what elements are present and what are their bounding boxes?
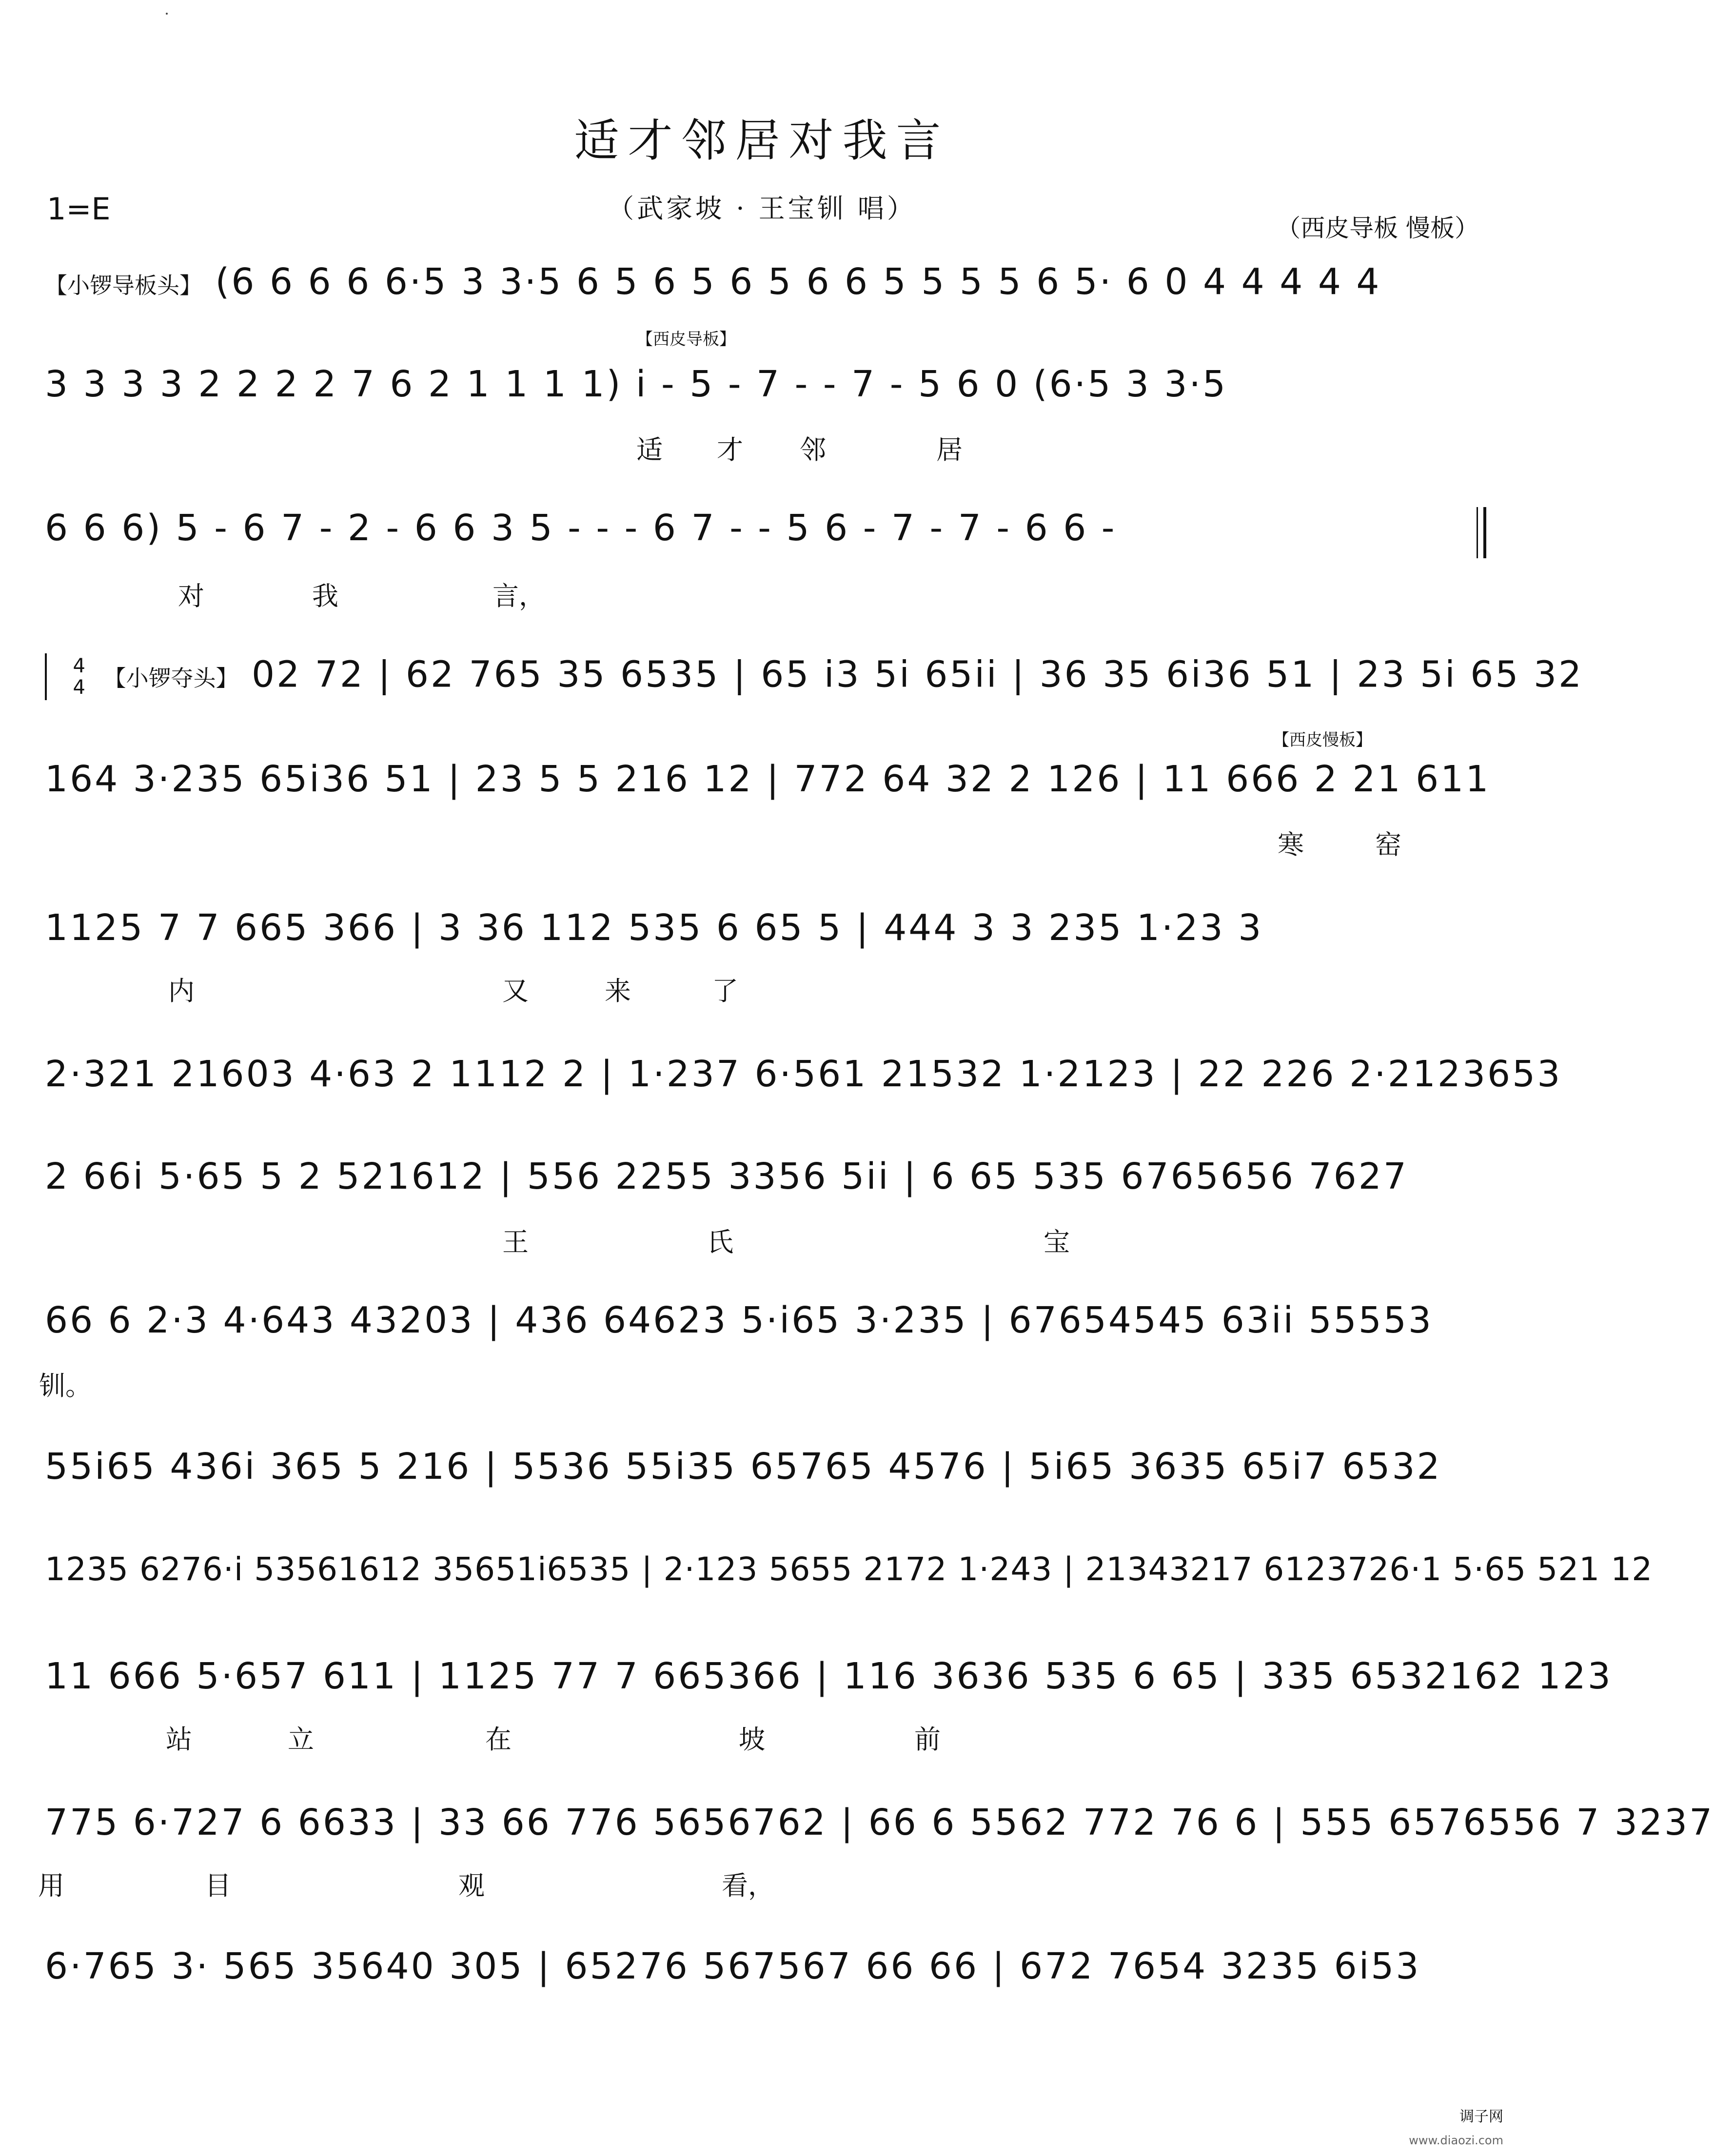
lyric: 站 — [166, 1724, 192, 1755]
notes-line-9: 66 6 2·3 4·643 43203 | 436 64623 5·i65 3·235 | 67654545 63ii 55553 — [45, 1299, 1433, 1341]
lyric: 目 — [205, 1870, 231, 1901]
notes-line-2: 3 3 3 3 2 2 2 2 7 6 2 1 1 1 1) i - 5 - 7 - - 7 - 5 6 0 (6·5 3 3·5 — [45, 363, 1228, 405]
time-signature: 4 4 — [73, 655, 87, 699]
lyric: 言， — [493, 581, 545, 611]
lyric: 王 — [502, 1227, 529, 1257]
lyric: 钏。 — [39, 1371, 92, 1401]
lyric: 坡 — [739, 1724, 765, 1755]
lyric: 宝 — [1044, 1227, 1070, 1257]
lyric: 适 — [636, 434, 663, 465]
notes-line-11: 1235 6276·i 53561612 35651i6535 | 2·123 5655 2172 1·243 | 21343217 6123726·1 5·65 521 12 — [45, 1550, 1653, 1588]
score-line-13 — [45, 1802, 1714, 1860]
notes-line-8: 2 66i 5·65 5 2 521612 | 556 2255 3356 5ii | 6 65 535 6765656 7627 — [45, 1156, 1408, 1197]
tempo-marking: （西皮导板 慢板） — [1276, 214, 1479, 242]
intro-label: 【小锣导板头】 — [45, 272, 202, 299]
lyric: 邻 — [800, 434, 826, 465]
final-barline-thin — [1477, 507, 1478, 558]
notes-line-1: (6 6 6 6 6·5 3 3·5 6 5 6 5 6 5 6 6 5 5 5 5 6 5· 6 0 4 4 4 4 4 — [215, 261, 1381, 303]
lyric: 前 — [914, 1724, 941, 1755]
notes-line-3: 6 6 6) 5 - 6 7 - 2 - 6 6 3 5 - - - 6 7 - - 5 6 - 7 - 7 - 6 6 - — [45, 507, 1117, 549]
notes-line-7: 2·321 21603 4·63 2 1112 2 | 1·237 6·561 21532 1·2123 | 22 226 2·2123653 — [45, 1053, 1562, 1095]
notes-line-10: 55i65 436i 365 5 216 | 5536 55i35 65765 4576 | 5i65 3635 65i7 6532 — [45, 1446, 1442, 1488]
marker-xipi-manban: 【西皮慢板】 — [1273, 730, 1372, 750]
song-subtitle: （武家坡 · 王宝钏 唱） — [608, 193, 916, 224]
score-line-10 — [45, 1446, 1490, 1504]
marker-xipi-daoban: 【西皮导板】 — [636, 330, 736, 349]
barline — [45, 653, 47, 700]
notes-line-14: 6·765 3· 565 35640 305 | 65276 567567 66 66 | 672 7654 3235 6i53 — [45, 1945, 1421, 1987]
notes-line-13: 775 6·727 6 6633 | 33 66 776 5656762 | 66 6 5562 772 76 6 | 555 6576556 7 3237 — [45, 1802, 1714, 1843]
lyric: 观 — [458, 1870, 485, 1901]
notes-line-12: 11 666 5·657 611 | 1125 77 7 665366 | 116 3636 535 6 65 | 335 6532162 123 — [45, 1655, 1613, 1697]
score-line-9 — [45, 1299, 1490, 1358]
score-line-6 — [45, 907, 1490, 965]
score-line-1 — [45, 261, 1490, 319]
notes-line-6: 1125 7 7 665 366 | 3 36 112 535 6 65 5 | 444 3 3 235 1·23 3 — [45, 907, 1263, 949]
final-barline — [1483, 507, 1486, 558]
notes-line-4: 02 72 | 62 765 35 6535 | 65 i3 5i 65ii | 36 35 6i36 51 | 23 5i 65 32 — [252, 653, 1584, 696]
lyric: 看， — [722, 1870, 774, 1901]
lyric: 又 — [502, 976, 529, 1006]
key-signature: 1=E — [47, 191, 111, 227]
score-line-2 — [45, 363, 1490, 422]
song-title: 适才邻居对我言 — [574, 115, 950, 167]
duo-label: 【小锣夺头】 — [103, 665, 238, 691]
lyric: 氏 — [707, 1227, 733, 1257]
score-line-5 — [45, 758, 1490, 817]
score-line-14 — [45, 1945, 1490, 2004]
score-line-7 — [45, 1053, 1562, 1112]
lyric: 才 — [717, 434, 743, 465]
score-line-11 — [45, 1550, 1653, 1609]
lyric: 我 — [312, 581, 338, 611]
speck — [166, 13, 168, 15]
watermark-url: www.diaozi.com — [1409, 2134, 1503, 2147]
lyric: 内 — [168, 976, 195, 1006]
lyric: 了 — [712, 976, 738, 1006]
score-line-3 — [45, 507, 1490, 566]
lyric: 在 — [485, 1724, 512, 1755]
lyric: 对 — [178, 581, 204, 611]
watermark-site: 调子网 — [1459, 2108, 1503, 2125]
score-line-12 — [45, 1655, 1613, 1714]
score-line-8 — [45, 1156, 1490, 1214]
lyric: 居 — [936, 434, 963, 465]
lyric: 用 — [38, 1870, 64, 1901]
lyric: 来 — [605, 976, 631, 1006]
lyric: 立 — [288, 1724, 314, 1755]
lyric: 寒 — [1278, 829, 1304, 860]
lyric: 窑 — [1375, 829, 1401, 860]
score-line-4 — [45, 653, 1584, 712]
notes-line-5: 164 3·235 65i36 51 | 23 5 5 216 12 | 772 64 32 2 126 | 11 666 2 21 611 — [45, 758, 1491, 800]
